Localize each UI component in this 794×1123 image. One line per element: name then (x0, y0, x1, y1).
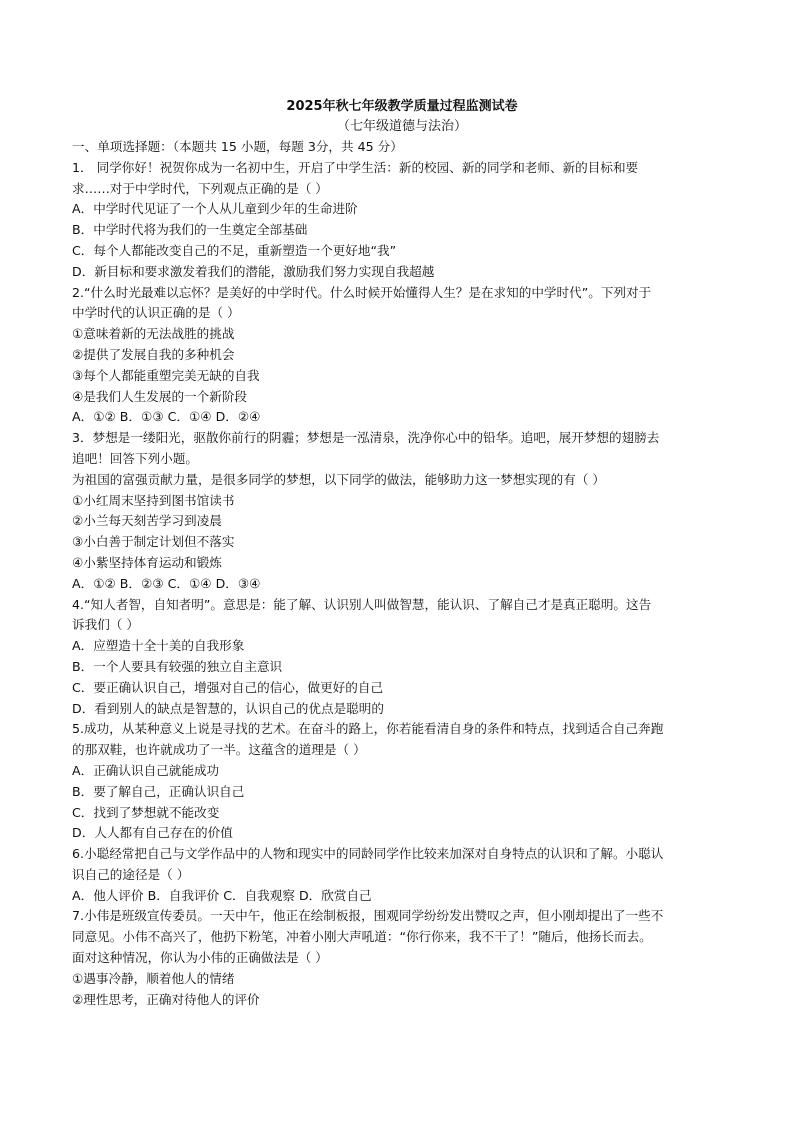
exam-page (72, 97, 732, 1010)
text-line: ②提供了发展自我的多种机会 (72, 346, 235, 362)
text-line: A．正确认识自己就能成功 (72, 762, 220, 778)
text-line: A．中学时代见证了一个人从儿童到少年的生命进阶 (72, 201, 358, 217)
text-line: 面对这种情况，你认为小伟的正确做法是（ ） (72, 950, 328, 966)
text-line: 1． 同学你好！祝贺你成为一名初中生，开启了中学生活：新的校园、新的同学和老师、新的目标和要 (72, 159, 639, 175)
text-line: ②小兰每天刻苦学习到凌晨 (72, 513, 222, 529)
text-line: ①遇事冷静，顺着他人的情绪 (72, 970, 235, 986)
text-line: 4.“知人者智，自知者明”。意思是：能了解、认识别人叫做智慧，能认识、了解自己才是真正聪明。这告 (72, 596, 652, 612)
text-line: 追吧！回答下列小题。 (72, 450, 198, 466)
text-line: ③每个人都能重塑完美无缺的自我 (72, 367, 260, 383)
exam-subtitle: （七年级道德与法治） (336, 119, 467, 134)
text-line: C．找到了梦想就不能改变 (72, 804, 220, 820)
text-line: 6.小聪经常把自己与文学作品中的人物和现实中的同龄同学作比较来加深对自身特点的认识和了解。小聪认 (72, 846, 664, 862)
text-line: 的那双鞋，也许就成功了一半。这蕴含的道理是（ ） (72, 742, 366, 758)
text-line: 3．梦想是一缕阳光，驱散你前行的阴霾；梦想是一泓清泉，洗净你心中的铅华。追吧，展开梦想的翅膀去 (72, 430, 660, 446)
text-line: A．他人评价 B．自我评价 C．自我观察 D．欣赏自己 (72, 887, 372, 903)
text-line: ④是我们人生发展的一个新阶段 (72, 388, 248, 404)
text-line: 识自己的途径是（ ） (72, 866, 190, 882)
text-line: A．①② B．②③ C．①④ D．③④ (72, 575, 261, 591)
text-line: C．要正确认识自己，增强对自己的信心，做更好的自己 (72, 679, 384, 695)
text-line: 7.小伟是班级宣传委员。一天中午，他正在绘制板报，围观同学纷纷发出赞叹之声，但小刚却提出了一些不 (72, 908, 664, 924)
text-line: B．要了解自己，正确认识自己 (72, 783, 245, 799)
text-line: 同意见。小伟不高兴了，他扔下粉笔，冲着小刚大声吼道：“你行你来，我不干了！”随后，他扬长而去。 (72, 929, 652, 945)
text-line: ①小红周末坚持到图书馆读书 (72, 492, 235, 508)
text-line: 2.“什么时光最难以忘怀？是美好的中学时代。什么时候开始懂得人生？是在求知的中学时代”。下列对于 (72, 284, 652, 300)
text-line: D．看到别人的缺点是智慧的，认识自己的优点是聪明的 (72, 700, 384, 716)
text-line: B．中学时代将为我们的一生奠定全部基础 (72, 222, 308, 238)
text-line: C．每个人都能改变自己的不足，重新塑造一个更好地“我” (72, 242, 397, 258)
text-line: D．人人都有自己存在的价值 (72, 825, 233, 841)
text-line: D．新目标和要求激发着我们的潜能，激励我们努力实现自我超越 (72, 263, 435, 279)
text-line: ②理性思考，正确对待他人的评价 (72, 991, 260, 1007)
text-line: B．一个人要具有较强的独立自主意识 (72, 658, 283, 674)
text-line: 为祖国的富强贡献力量，是很多同学的梦想，以下同学的做法，能够助力这一梦想实现的有（ ） (72, 471, 605, 487)
text-line: 诉我们（ ） (72, 617, 139, 633)
exam-title: 2025年秋七年级教学质量过程监测试卷 (286, 99, 518, 114)
section-heading: 一、单项选择题：（本题共 15 小题，每题 3分，共 45 分） (72, 139, 403, 154)
text-line: 5.成功，从某种意义上说是寻找的艺术。在奋斗的路上，你若能看清自身的条件和特点，找到适合自己奔跑 (72, 721, 664, 737)
text-line: ④小紫坚持体育运动和锻炼 (72, 554, 222, 570)
question-text (72, 158, 732, 1011)
text-line: ①意味着新的无法战胜的挑战 (72, 326, 235, 342)
text-line: 中学时代的认识正确的是（ ） (72, 305, 240, 321)
text-line: ③小白善于制定计划但不落实 (72, 534, 235, 550)
text-line: A．应塑造十全十美的自我形象 (72, 638, 245, 654)
text-line: A．①② B．①③ C．①④ D．②④ (72, 409, 261, 425)
text-line: 求……对于中学时代，下列观点正确的是（ ） (72, 180, 328, 196)
